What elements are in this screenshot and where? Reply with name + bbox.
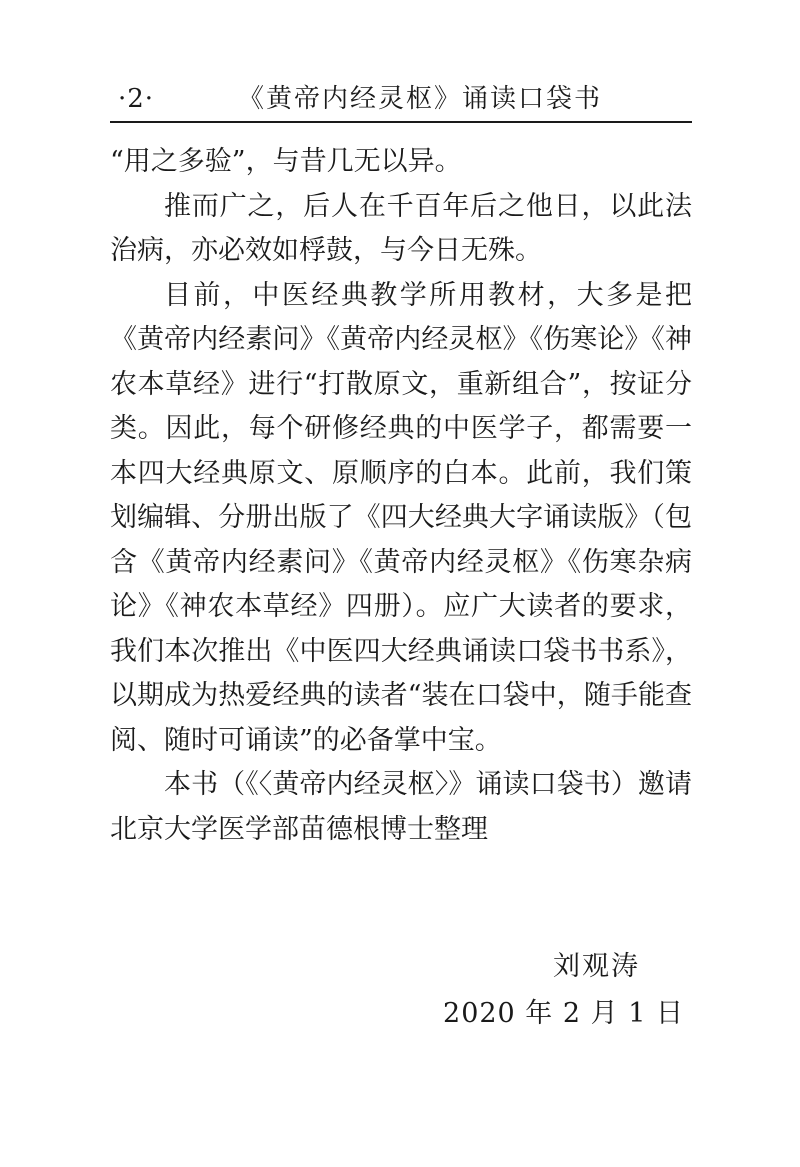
- signature-date: 2020 年 2 月 1 日: [443, 998, 684, 1029]
- paragraph: 目前，中医经典教学所用教材，大多是把《黄帝内经素问》《黄帝内经灵枢》《伤寒论》《神农本草经》进行“打散原文，重新组合”，按证分类。因此，每个研修经典的中医学子，都需要一本四大经典原文、原顺序的白本。此前，我们策划编辑、分册出版了《四大经典大字诵读版》（包含《黄帝内经素问》《黄帝内经灵枢》《伤寒杂病论》《神农本草经》四册）。应广大读者的要求，我们本次推出《中医四大经典诵读口袋书书系》，以期成为热爱经典的读者“装在口袋中，随手能查阅、随时可诵读”的必备掌中宝。: [110, 279, 692, 756]
- running-head: [110, 82, 692, 116]
- author-name: 刘观涛: [553, 951, 640, 982]
- preface-body: [110, 140, 692, 852]
- paragraph: 本书（《〈黄帝内经灵枢〉》诵读口袋书）邀请北京大学医学部苗德根博士整理: [110, 769, 692, 845]
- header-rule: [110, 121, 692, 123]
- running-head-title: 《黄帝内经灵枢》诵读口袋书: [238, 84, 603, 114]
- paragraph-continuation: “用之多验”，与昔几无以异。: [110, 146, 462, 177]
- paragraph: 推而广之，后人在千百年后之他日，以此法治病，亦必效如桴鼓，与今日无殊。: [110, 190, 692, 266]
- page-number: ·2·: [118, 84, 155, 114]
